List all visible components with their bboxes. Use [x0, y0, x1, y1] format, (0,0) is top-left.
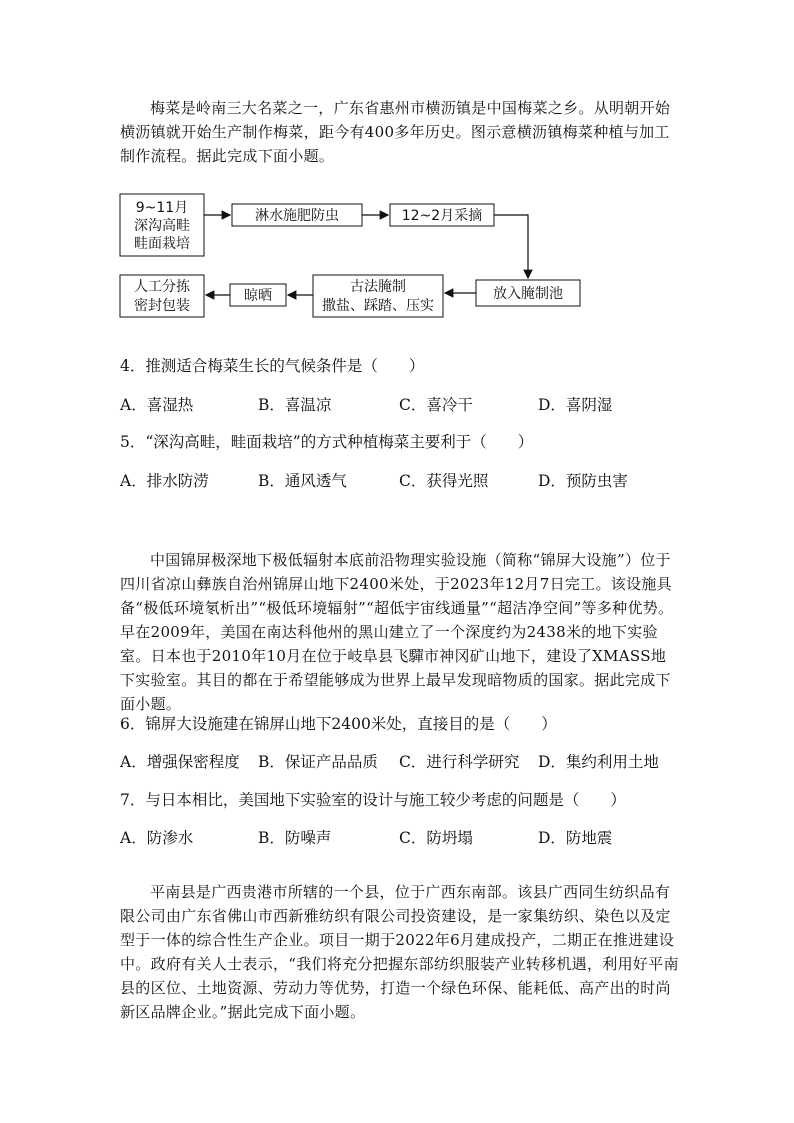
question-4: 4．推测适合梅菜生长的气候条件是（ ）	[120, 357, 425, 375]
flow-text: 放入腌制池	[493, 286, 563, 302]
passage-meicai: 梅菜是岭南三大名菜之一，广东省惠州市横沥镇是中国梅菜之乡。从明朝开始横沥镇就开始生产制作梅菜，距今有400多年历史。图示意横沥镇梅菜种植与加工制作流程。据此完成下面小题。	[120, 99, 671, 165]
option-a: A．喜湿热	[120, 396, 194, 414]
flow-text: 12~2月采摘	[401, 208, 483, 224]
option-a: A．防渗水	[120, 829, 194, 847]
passage-jinping: 中国锦屏极深地下极低辐射本底前沿物理实验设施（简称“锦屏大设施”）位于四川省凉山彝族自治州锦屏山地下2400米处，于2023年12月7日完工。该设施具备“极低环境氡析出”“极低环境辐射”“超低宇宙线通量”“超洁净空间”等多种优势。早在2009年，美国在南达科他州的黑山建立了一个深度约为2438米的地下实验室。日本也于2010年10月在位于岐阜县飞驒市神冈矿山地下，建设了XMASS地下实验室。其目的都在于希望能够成为世界上最早发现暗物质的国家。据此完成下面小题。	[120, 551, 674, 713]
flow-text: 人工分拣	[134, 279, 190, 295]
option-d: D．预防虫害	[538, 472, 628, 490]
question-6: 6．锦屏大设施建在锦屏山地下2400米处，直接目的是（ ）	[120, 715, 557, 733]
option-b: B．喜温凉	[258, 396, 332, 414]
option-c: C．喜冷干	[399, 396, 473, 414]
option-b: B．通风透气	[258, 472, 347, 490]
meicai-process-flowchart	[110, 188, 600, 323]
option-d: D．集约利用土地	[538, 753, 659, 771]
flow-text: 晾晒	[244, 288, 272, 304]
option-a: A．增强保密程度	[120, 753, 240, 771]
option-c: C．防坍塌	[399, 829, 473, 847]
flow-text: 古法腌制	[350, 279, 406, 295]
question-7: 7．与日本相比，美国地下实验室的设计与施工较少考虑的问题是（ ）	[120, 791, 626, 809]
option-c: C．获得光照	[399, 472, 489, 490]
question-5: 5．“深沟高畦，畦面栽培”的方式种植梅菜主要利于（ ）	[120, 433, 534, 451]
option-b: B．保证产品品质	[258, 753, 378, 771]
flow-arrow	[494, 215, 528, 278]
option-d: D．喜阴湿	[538, 396, 613, 414]
flow-text: 深沟高畦	[134, 218, 190, 234]
option-c: C．进行科学研究	[399, 753, 520, 771]
flow-text: 畦面栽培	[134, 236, 190, 252]
option-b: B．防噪声	[258, 829, 332, 847]
option-d: D．防地震	[538, 829, 613, 847]
option-a: A．排水防涝	[120, 472, 209, 490]
flow-text: 密封包装	[134, 298, 190, 314]
passage-pingnan: 平南县是广西贵港市所辖的一个县，位于广西东南部。该县广西同生纺织品有限公司由广东省佛山市西新雅纺织有限公司投资建设，是一家集纺织、染色以及定型于一体的综合性生产企业。项目一期于2022年6月建成投产，二期正在推进建设中。政府有关人士表示，“我们将充分把握东部纺织服装产业转移机遇，利用好平南县的区位、土地资源、劳动力等优势，打造一个绿色环保、能耗低、高产出的时尚新区品牌企业。”据此完成下面小题。	[120, 883, 679, 1021]
flow-text: 9~11月	[135, 200, 189, 216]
flow-text: 撒盐、踩踏、压实	[322, 298, 434, 314]
flow-text: 淋水施肥防虫	[255, 208, 339, 224]
